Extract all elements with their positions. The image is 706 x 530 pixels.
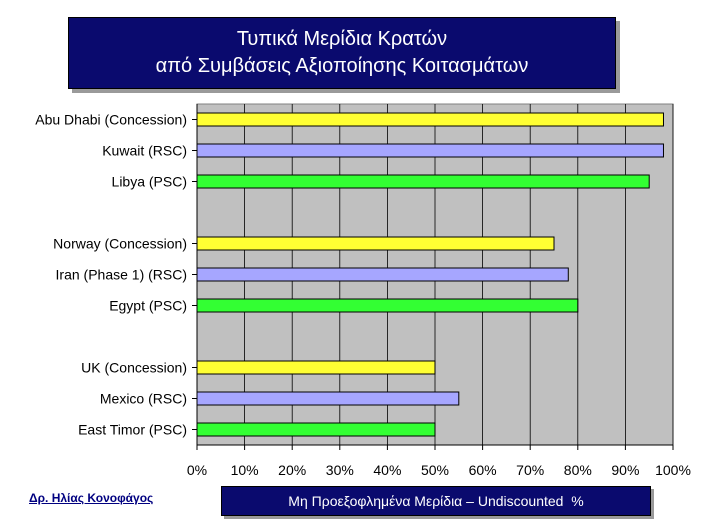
x-tick-label: 60%	[468, 462, 497, 478]
x-tick-label: 70%	[516, 462, 545, 478]
x-tick-label: 10%	[230, 462, 259, 478]
category-label: Abu Dhabi (Concession)	[35, 111, 187, 128]
bar	[197, 237, 554, 250]
x-tick-label: 50%	[420, 462, 450, 478]
x-tick-label: 0%	[186, 462, 208, 478]
category-label: UK (Concession)	[81, 359, 187, 376]
category-label: Iran (Phase 1) (RSC)	[55, 266, 187, 283]
x-tick-label: 100%	[655, 462, 691, 478]
category-label: Mexico (RSC)	[99, 390, 187, 407]
bar	[197, 392, 459, 405]
category-label: Norway (Concession)	[53, 235, 187, 252]
x-tick-label: 90%	[611, 462, 640, 478]
chart-title-line-1: Τυπικά Μερίδια Κρατών	[236, 28, 448, 50]
chart-title-line-2: από Συμβάσεις Αξιοποίησης Κοιτασμάτων	[155, 55, 529, 77]
author-credit: Δρ. Ηλίας Κονοφάγος	[29, 491, 154, 505]
category-label: East Timor (PSC)	[78, 421, 187, 438]
bar	[197, 144, 663, 157]
bar	[197, 113, 663, 126]
x-tick-label: 30%	[325, 462, 354, 478]
category-label: Kuwait (RSC)	[102, 142, 187, 159]
bar	[197, 299, 578, 312]
x-tick-label: 20%	[278, 462, 307, 478]
x-tick-label: 80%	[563, 462, 592, 478]
bar	[197, 268, 568, 281]
bar	[197, 361, 435, 374]
category-label: Libya (PSC)	[111, 173, 187, 190]
x-tick-label: 40%	[373, 462, 402, 478]
x-axis-label: Μη Προεξοφλημένα Μερίδια – Undiscounted %	[221, 486, 651, 516]
bar	[197, 423, 435, 436]
category-label: Egypt (PSC)	[109, 297, 187, 314]
bar	[197, 175, 649, 188]
